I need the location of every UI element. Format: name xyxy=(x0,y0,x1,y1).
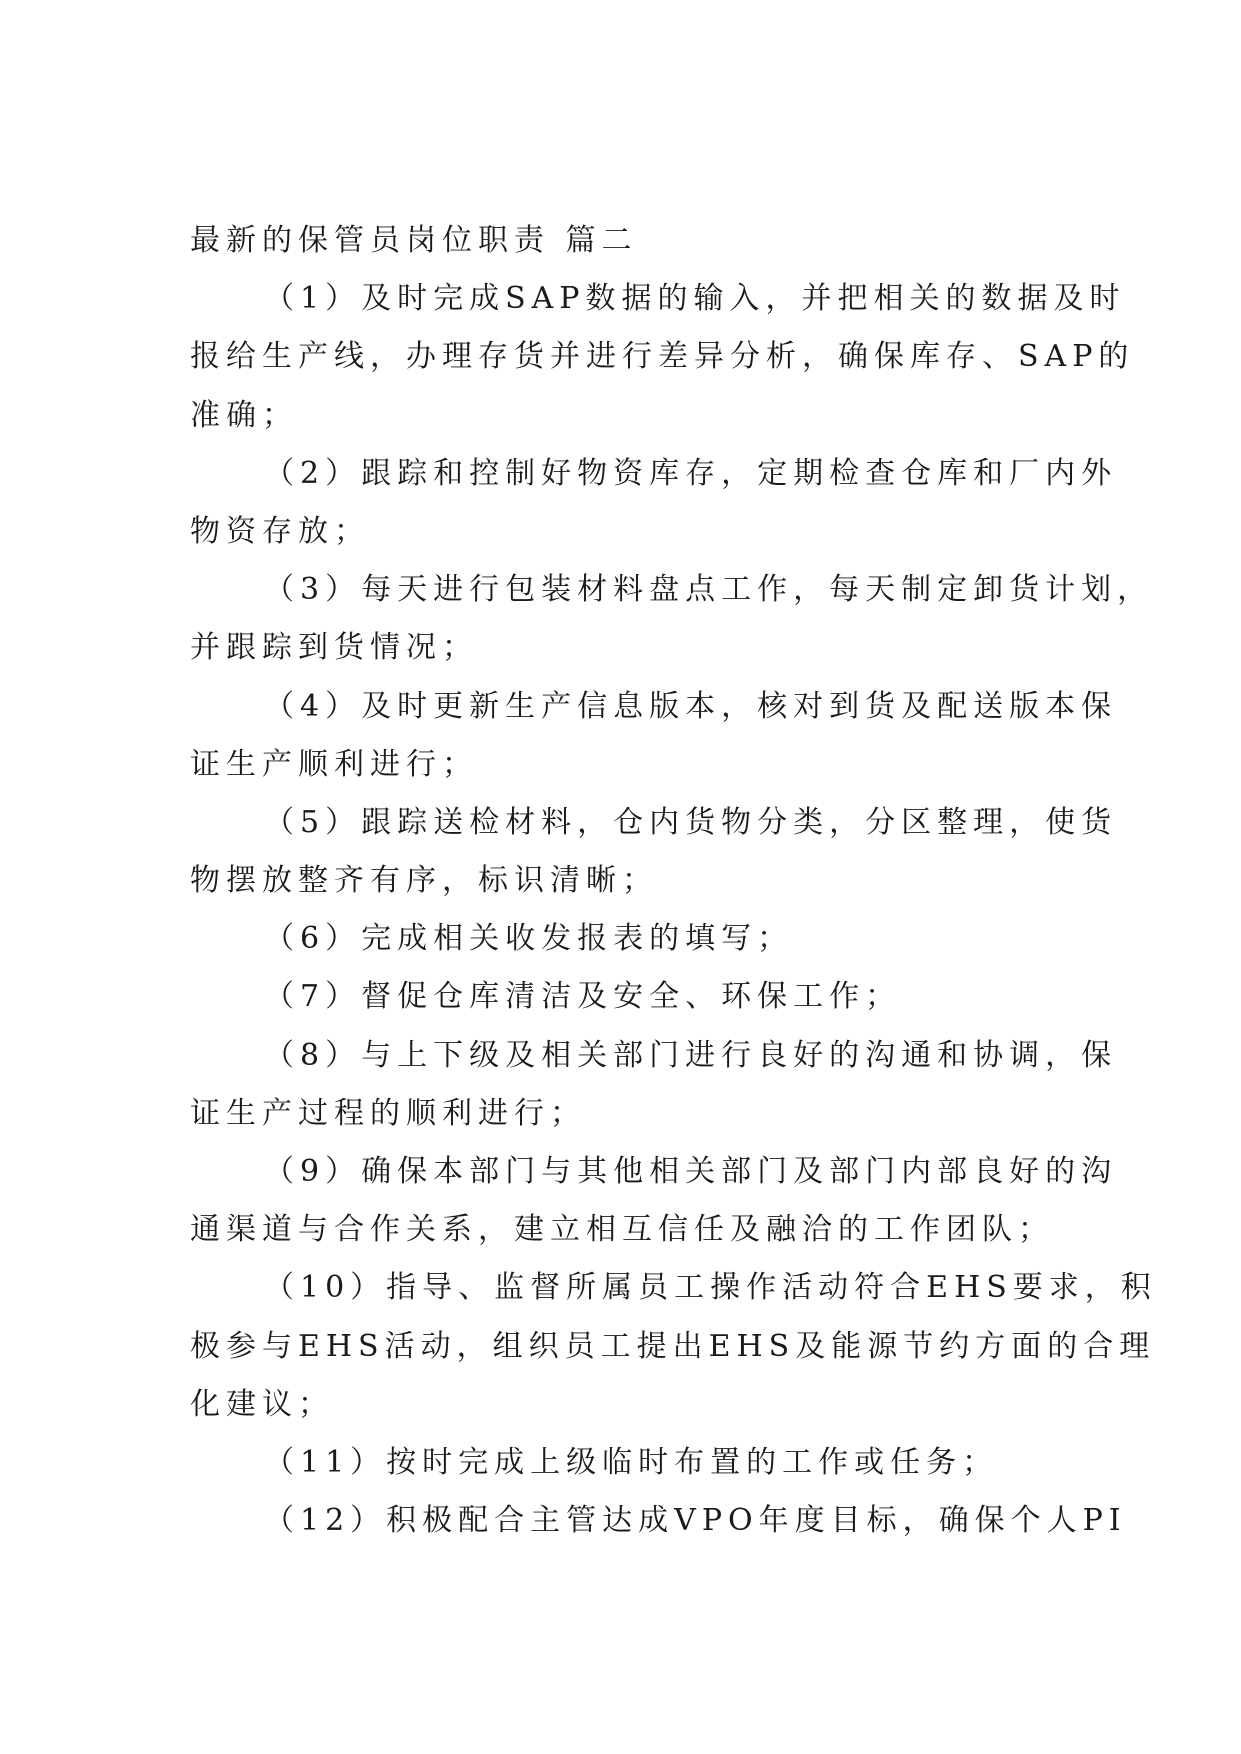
paragraph-line: （5）跟踪送检材料，仓内货物分类，分区整理，使货 xyxy=(264,804,1118,840)
paragraph-line: 物资存放； xyxy=(190,513,370,549)
paragraph-line: 物摆放整齐有序，标识清晰； xyxy=(190,863,658,899)
paragraph-line: （8）与上下级及相关部门进行良好的沟通和协调，保 xyxy=(264,1037,1118,1073)
paragraph-line: 证生产过程的顺利进行； xyxy=(190,1095,586,1131)
paragraph-line: （4）及时更新生产信息版本，核对到货及配送版本保 xyxy=(264,688,1118,724)
paragraph-line: （3）每天进行包装材料盘点工作，每天制定卸货计划， xyxy=(264,572,1154,608)
paragraph-line: （6）完成相关收发报表的填写； xyxy=(264,921,794,957)
paragraph-line: （9）确保本部门与其他相关部门及部门内部良好的沟 xyxy=(264,1154,1118,1189)
paragraph-line: 准确； xyxy=(190,397,298,433)
paragraph-line: （7）督促仓库清洁及安全、环保工作； xyxy=(264,979,902,1015)
paragraph-line: 并跟踪到货情况； xyxy=(190,630,478,666)
paragraph-line: 证生产顺利进行； xyxy=(190,746,478,782)
paragraph-line: 化建议； xyxy=(190,1386,334,1422)
paragraph-line: （10）指导、监督所属员工操作活动符合EHS要求，积 xyxy=(264,1270,1157,1306)
paragraph-line: （11）按时完成上级临时布置的工作或任务； xyxy=(264,1444,999,1480)
paragraph-line: （2）跟踪和控制好物资库存，定期检查仓库和厂内外 xyxy=(264,455,1118,491)
paragraph-line: 报给生产线，办理存货并进行差异分析，确保库存、SAP的 xyxy=(190,339,1135,375)
paragraph-line: 通渠道与合作关系，建立相互信任及融洽的工作团队； xyxy=(190,1212,1054,1248)
paragraph-line: （1）及时完成SAP数据的输入，并把相关的数据及时 xyxy=(264,281,1126,317)
paragraph-line: （12）积极配合主管达成VPO年度目标，确保个人PI xyxy=(264,1503,1127,1539)
document-title: 最新的保管员岗位职责 篇二 xyxy=(190,223,638,258)
paragraph-line: 极参与EHS活动，组织员工提出EHS及能源节约方面的合理 xyxy=(190,1328,1156,1364)
document-body xyxy=(190,212,1157,1550)
